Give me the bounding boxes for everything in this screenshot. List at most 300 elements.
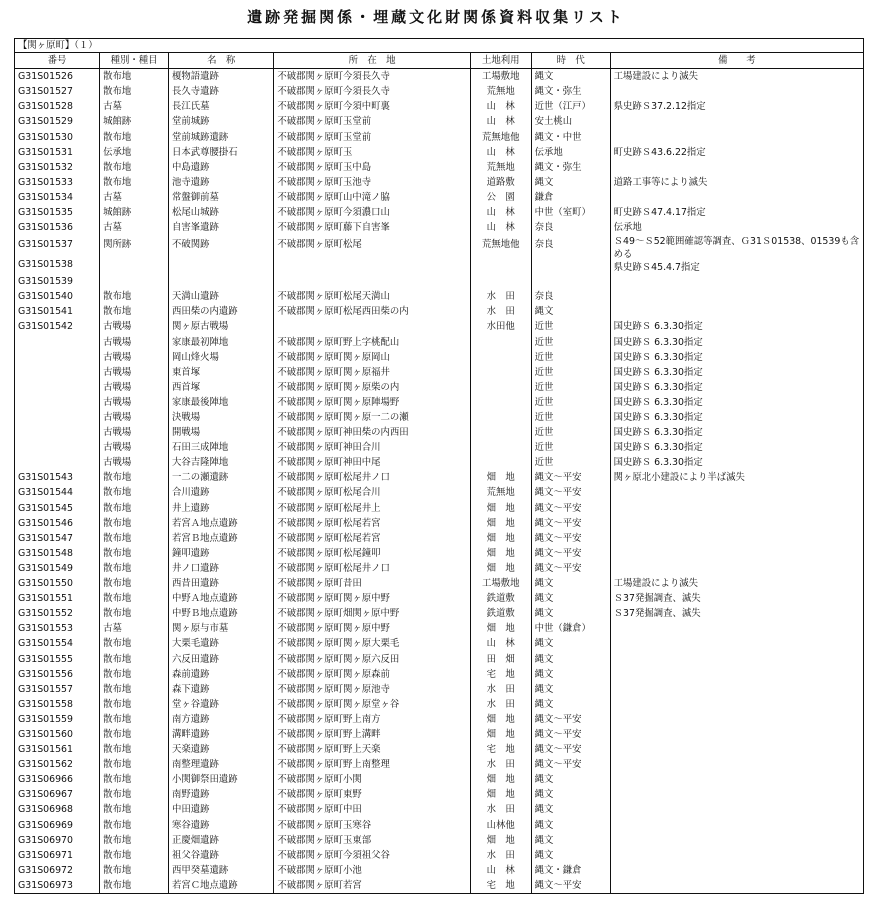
table-row — [15, 757, 864, 772]
site-type-cell: 散布地 — [100, 531, 169, 546]
site-name-cell: 関ヶ原古戦場 — [168, 319, 273, 334]
site-type-cell: 古戦場 — [100, 440, 169, 455]
notes-cell — [610, 818, 863, 833]
site-number-cell: G31S01536 — [15, 220, 100, 235]
era-cell: 縄文 — [531, 833, 610, 848]
table-row — [15, 712, 864, 727]
land-use-cell: 水 田 — [470, 289, 531, 304]
site-name-cell: 西首塚 — [168, 380, 273, 395]
site-address-cell: 不破郡関ヶ原町関ヶ原柴の内 — [274, 380, 471, 395]
table-row — [15, 425, 864, 440]
land-use-cell — [470, 335, 531, 350]
notes-cell: Ｓ37発掘調査、滅失 — [610, 591, 863, 606]
site-address-cell: 不破郡関ヶ原町松尾若宮 — [274, 531, 471, 546]
site-name-cell: 中田遺跡 — [168, 802, 273, 817]
notes-cell — [610, 848, 863, 863]
land-use-cell: 畑 地 — [470, 470, 531, 485]
site-type-cell: 伝承地 — [100, 145, 169, 160]
table-row — [15, 742, 864, 757]
site-type-cell: 散布地 — [100, 667, 169, 682]
land-use-cell: 荒無地他 — [470, 235, 531, 255]
era-cell: 近世 — [531, 335, 610, 350]
site-name-cell: 祖父谷遺跡 — [168, 848, 273, 863]
notes-cell: 工場建設により滅失 — [610, 69, 863, 85]
site-name-cell: 天楽遺跡 — [168, 742, 273, 757]
notes-cell — [610, 802, 863, 817]
table-row — [15, 697, 864, 712]
notes-cell — [610, 772, 863, 787]
section-caption: 【関ヶ原町】（１） — [15, 39, 864, 53]
land-use-cell: 荒無地 — [470, 160, 531, 175]
site-type-cell: 散布地 — [100, 757, 169, 772]
notes-cell — [610, 274, 863, 289]
notes-cell — [610, 712, 863, 727]
notes-cell: 県史跡Ｓ37.2.12指定 — [610, 99, 863, 114]
site-address-cell: 不破郡関ヶ原町玉堂前 — [274, 114, 471, 129]
notes-cell — [610, 636, 863, 651]
table-row — [15, 546, 864, 561]
land-use-cell: 鉄道敷 — [470, 606, 531, 621]
land-use-cell — [470, 455, 531, 470]
site-type-cell — [100, 255, 169, 275]
land-use-cell: 宅 地 — [470, 667, 531, 682]
era-cell: 近世 — [531, 319, 610, 334]
land-use-cell: 山林他 — [470, 818, 531, 833]
site-address-cell: 不破郡関ヶ原町松尾天満山 — [274, 289, 471, 304]
land-use-cell: 工場敷地 — [470, 69, 531, 85]
site-number-cell: G31S01550 — [15, 576, 100, 591]
site-address-cell: 不破郡関ヶ原町今須中町裏 — [274, 99, 471, 114]
site-number-cell: G31S01534 — [15, 190, 100, 205]
table-row — [15, 350, 864, 365]
site-address-cell: 不破郡関ヶ原町松尾若宮 — [274, 516, 471, 531]
table-row — [15, 667, 864, 682]
site-type-cell: 古戦場 — [100, 380, 169, 395]
land-use-cell — [470, 274, 531, 289]
table-row — [15, 606, 864, 621]
site-name-cell: 決戦場 — [168, 410, 273, 425]
table-body — [15, 69, 864, 894]
era-cell: 奈良 — [531, 289, 610, 304]
site-address-cell: 不破郡関ヶ原町山中滝ノ脇 — [274, 190, 471, 205]
notes-cell: 国史跡Ｓ 6.3.30指定 — [610, 319, 863, 334]
era-cell: 縄文 — [531, 772, 610, 787]
era-cell: 縄文～平安 — [531, 516, 610, 531]
site-number-cell — [15, 410, 100, 425]
site-type-cell: 散布地 — [100, 863, 169, 878]
site-address-cell: 不破郡関ヶ原町松尾西田柴の内 — [274, 304, 471, 319]
era-cell: 近世 — [531, 365, 610, 380]
site-address-cell: 不破郡関ヶ原町松尾鐘叩 — [274, 546, 471, 561]
site-name-cell: 若宮Ａ地点遺跡 — [168, 516, 273, 531]
site-type-cell: 古戦場 — [100, 319, 169, 334]
table-row — [15, 787, 864, 802]
land-use-cell — [470, 365, 531, 380]
site-name-cell: 森前遺跡 — [168, 667, 273, 682]
table-row — [15, 114, 864, 129]
site-type-cell: 散布地 — [100, 727, 169, 742]
era-cell: 奈良 — [531, 235, 610, 255]
header-land-use: 土地利用 — [470, 53, 531, 69]
table-row — [15, 274, 864, 289]
era-cell: 縄文 — [531, 697, 610, 712]
site-address-cell: 不破郡関ヶ原町関ヶ原一二の瀬 — [274, 410, 471, 425]
site-address-cell: 不破郡関ヶ原町玉中島 — [274, 160, 471, 175]
era-cell: 縄文 — [531, 175, 610, 190]
site-name-cell: 常盤御前墓 — [168, 190, 273, 205]
table-row — [15, 175, 864, 190]
table-row — [15, 818, 864, 833]
notes-cell: 国史跡Ｓ 6.3.30指定 — [610, 455, 863, 470]
site-type-cell: 散布地 — [100, 561, 169, 576]
table-row — [15, 160, 864, 175]
land-use-cell — [470, 425, 531, 440]
table-row — [15, 516, 864, 531]
site-address-cell: 不破郡関ヶ原町関ヶ原大栗毛 — [274, 636, 471, 651]
notes-cell — [610, 160, 863, 175]
site-name-cell: 合川遺跡 — [168, 485, 273, 500]
land-use-cell — [470, 440, 531, 455]
site-address-cell: 不破郡関ヶ原町玉池寺 — [274, 175, 471, 190]
table-row — [15, 591, 864, 606]
site-address-cell: 不破郡関ヶ原町関ヶ原堂ヶ谷 — [274, 697, 471, 712]
notes-cell — [610, 546, 863, 561]
site-name-cell: 井上遺跡 — [168, 501, 273, 516]
site-number-cell — [15, 440, 100, 455]
land-use-cell: 水 田 — [470, 848, 531, 863]
site-type-cell: 散布地 — [100, 546, 169, 561]
site-type-cell: 散布地 — [100, 712, 169, 727]
land-use-cell: 畑 地 — [470, 712, 531, 727]
site-address-cell: 不破郡関ヶ原町今須長久寺 — [274, 84, 471, 99]
site-address-cell: 不破郡関ヶ原町関ヶ原陣場野 — [274, 395, 471, 410]
land-use-cell: 畑 地 — [470, 531, 531, 546]
site-number-cell: G31S01558 — [15, 697, 100, 712]
site-address-cell: 不破郡関ヶ原町中田 — [274, 802, 471, 817]
site-name-cell: 寒谷遺跡 — [168, 818, 273, 833]
table-row — [15, 205, 864, 220]
site-number-cell: G31S01559 — [15, 712, 100, 727]
site-type-cell: 散布地 — [100, 576, 169, 591]
site-address-cell: 不破郡関ヶ原町畑関ヶ原中野 — [274, 606, 471, 621]
site-type-cell: 古墓 — [100, 190, 169, 205]
land-use-cell — [470, 380, 531, 395]
site-type-cell: 散布地 — [100, 651, 169, 666]
notes-cell: 国史跡Ｓ 6.3.30指定 — [610, 335, 863, 350]
era-cell: 縄文・弥生 — [531, 84, 610, 99]
era-cell: 近世 — [531, 410, 610, 425]
site-name-cell: 若宮Ｂ地点遺跡 — [168, 531, 273, 546]
site-type-cell: 古戦場 — [100, 395, 169, 410]
notes-cell: 道路工事等により滅失 — [610, 175, 863, 190]
site-address-cell: 不破郡関ヶ原町松尾井ノ口 — [274, 470, 471, 485]
document-title: 遺跡発掘関係・埋蔵文化財関係資料収集リスト — [247, 8, 625, 26]
site-name-cell: 石田三成陣地 — [168, 440, 273, 455]
land-use-cell: 水田他 — [470, 319, 531, 334]
site-number-cell: G31S01530 — [15, 129, 100, 144]
site-type-cell: 散布地 — [100, 682, 169, 697]
era-cell: 縄文・鎌倉 — [531, 863, 610, 878]
site-address-cell: 不破郡関ヶ原町若宮 — [274, 878, 471, 894]
era-cell — [531, 255, 610, 275]
land-use-cell: 鉄道敷 — [470, 591, 531, 606]
table-row — [15, 365, 864, 380]
site-name-cell: 南野遺跡 — [168, 787, 273, 802]
site-number-cell: G31S01554 — [15, 636, 100, 651]
site-number-cell: G31S01535 — [15, 205, 100, 220]
site-type-cell: 城館跡 — [100, 205, 169, 220]
site-number-cell — [15, 335, 100, 350]
site-name-cell: 池寺遺跡 — [168, 175, 273, 190]
site-number-cell: G31S01545 — [15, 501, 100, 516]
site-address-cell: 不破郡関ヶ原町今須祖父谷 — [274, 848, 471, 863]
site-number-cell: G31S06969 — [15, 818, 100, 833]
site-number-cell: G31S06967 — [15, 787, 100, 802]
land-use-cell: 山 林 — [470, 220, 531, 235]
site-type-cell: 散布地 — [100, 742, 169, 757]
site-name-cell: 若宮Ｃ地点遺跡 — [168, 878, 273, 894]
site-type-cell: 散布地 — [100, 833, 169, 848]
table-row — [15, 190, 864, 205]
site-type-cell: 散布地 — [100, 470, 169, 485]
era-cell: 近世 — [531, 455, 610, 470]
era-cell: 縄文 — [531, 848, 610, 863]
era-cell: 縄文 — [531, 606, 610, 621]
site-number-cell: G31S01537 — [15, 235, 100, 255]
era-cell: 近世 — [531, 350, 610, 365]
site-name-cell: 長江氏墓 — [168, 99, 273, 114]
site-address-cell: 不破郡関ヶ原町神田柴の内西田 — [274, 425, 471, 440]
site-type-cell: 散布地 — [100, 787, 169, 802]
notes-cell: 国史跡Ｓ 6.3.30指定 — [610, 380, 863, 395]
site-name-cell: 堂ヶ谷遺跡 — [168, 697, 273, 712]
notes-cell — [610, 190, 863, 205]
site-name-cell: 不破関跡 — [168, 235, 273, 255]
site-address-cell: 不破郡関ヶ原町藤下自害峯 — [274, 220, 471, 235]
site-address-cell: 不破郡関ヶ原町関ヶ原森前 — [274, 667, 471, 682]
site-name-cell: 自害峯遺跡 — [168, 220, 273, 235]
site-name-cell: 溝畔遺跡 — [168, 727, 273, 742]
era-cell — [531, 274, 610, 289]
site-type-cell: 散布地 — [100, 878, 169, 894]
notes-cell — [610, 651, 863, 666]
table-row — [15, 304, 864, 319]
site-number-cell: G31S01531 — [15, 145, 100, 160]
notes-cell: Ｓ49～Ｓ52範囲確認等調査、Ｇ31Ｓ01538、01539も含める 県史跡Ｓ45.4.7指定 — [610, 235, 863, 274]
land-use-cell: 畑 地 — [470, 561, 531, 576]
site-type-cell: 散布地 — [100, 485, 169, 500]
site-type-cell: 散布地 — [100, 129, 169, 144]
notes-cell — [610, 501, 863, 516]
site-name-cell: 岡山烽火場 — [168, 350, 273, 365]
table-row — [15, 395, 864, 410]
table-row — [15, 99, 864, 114]
table-row — [15, 69, 864, 85]
site-type-cell: 古戦場 — [100, 425, 169, 440]
site-number-cell: G31S01555 — [15, 651, 100, 666]
table-row — [15, 440, 864, 455]
site-address-cell: 不破郡関ヶ原町関ヶ原池寺 — [274, 682, 471, 697]
era-cell: 縄文～平安 — [531, 727, 610, 742]
notes-cell — [610, 531, 863, 546]
era-cell: 伝承地 — [531, 145, 610, 160]
site-name-cell: 日本武尊腰掛石 — [168, 145, 273, 160]
land-use-cell: 水 田 — [470, 304, 531, 319]
site-number-cell: G31S01562 — [15, 757, 100, 772]
site-name-cell: 西昔田遺跡 — [168, 576, 273, 591]
notes-cell: 国史跡Ｓ 6.3.30指定 — [610, 425, 863, 440]
era-cell: 縄文 — [531, 636, 610, 651]
land-use-cell: 宅 地 — [470, 878, 531, 894]
table-row — [15, 833, 864, 848]
land-use-cell: 畑 地 — [470, 787, 531, 802]
table-row — [15, 531, 864, 546]
site-type-cell: 散布地 — [100, 772, 169, 787]
site-address-cell: 不破郡関ヶ原町神田合川 — [274, 440, 471, 455]
site-type-cell: 古戦場 — [100, 365, 169, 380]
site-type-cell: 散布地 — [100, 818, 169, 833]
site-number-cell: G31S01551 — [15, 591, 100, 606]
notes-cell — [610, 727, 863, 742]
land-use-cell: 畑 地 — [470, 621, 531, 636]
table-row — [15, 335, 864, 350]
site-name-cell — [168, 274, 273, 289]
site-type-cell: 散布地 — [100, 84, 169, 99]
era-cell: 縄文～平安 — [531, 742, 610, 757]
site-type-cell: 関所跡 — [100, 235, 169, 255]
site-type-cell — [100, 274, 169, 289]
site-number-cell: G31S01549 — [15, 561, 100, 576]
land-use-cell: 山 林 — [470, 205, 531, 220]
table-row — [15, 848, 864, 863]
era-cell: 奈良 — [531, 220, 610, 235]
site-number-cell: G31S06973 — [15, 878, 100, 894]
site-number-cell: G31S01542 — [15, 319, 100, 334]
site-number-cell: G31S01538 — [15, 255, 100, 275]
notes-cell: 国史跡Ｓ 6.3.30指定 — [610, 395, 863, 410]
notes-cell: 国史跡Ｓ 6.3.30指定 — [610, 410, 863, 425]
table-row — [15, 651, 864, 666]
notes-cell — [610, 561, 863, 576]
site-address-cell: 不破郡関ヶ原町野上溝畔 — [274, 727, 471, 742]
site-address-cell: 不破郡関ヶ原町小関 — [274, 772, 471, 787]
era-cell: 縄文 — [531, 802, 610, 817]
table-row — [15, 129, 864, 144]
era-cell: 中世（室町） — [531, 205, 610, 220]
land-use-cell: 水 田 — [470, 697, 531, 712]
land-use-cell: 畑 地 — [470, 546, 531, 561]
land-use-cell — [470, 395, 531, 410]
era-cell: 縄文～平安 — [531, 546, 610, 561]
section-caption-row — [15, 39, 864, 53]
notes-cell: 国史跡Ｓ 6.3.30指定 — [610, 350, 863, 365]
site-name-cell: 榎物語遺跡 — [168, 69, 273, 85]
land-use-cell — [470, 410, 531, 425]
era-cell: 縄文～平安 — [531, 470, 610, 485]
land-use-cell: 畑 地 — [470, 772, 531, 787]
notes-cell: 国史跡Ｓ 6.3.30指定 — [610, 365, 863, 380]
site-list-table — [14, 38, 864, 894]
site-address-cell — [274, 274, 471, 289]
land-use-cell: 道路敷 — [470, 175, 531, 190]
site-name-cell: 家康最後陣地 — [168, 395, 273, 410]
site-number-cell: G31S01561 — [15, 742, 100, 757]
notes-cell — [610, 787, 863, 802]
table-row — [15, 621, 864, 636]
site-type-cell: 古墓 — [100, 99, 169, 114]
table-row — [15, 501, 864, 516]
site-address-cell: 不破郡関ヶ原町小池 — [274, 863, 471, 878]
site-type-cell: 散布地 — [100, 289, 169, 304]
site-number-cell: G31S01539 — [15, 274, 100, 289]
header-number: 番号 — [15, 53, 100, 69]
site-address-cell: 不破郡関ヶ原町野上字桃配山 — [274, 335, 471, 350]
site-name-cell: 松尾山城跡 — [168, 205, 273, 220]
site-number-cell: G31S06970 — [15, 833, 100, 848]
site-address-cell: 不破郡関ヶ原町玉 — [274, 145, 471, 160]
site-name-cell: 大谷吉隆陣地 — [168, 455, 273, 470]
site-address-cell: 不破郡関ヶ原町松尾合川 — [274, 485, 471, 500]
site-name-cell: 家康最初陣地 — [168, 335, 273, 350]
site-number-cell: G31S01532 — [15, 160, 100, 175]
land-use-cell: 山 林 — [470, 145, 531, 160]
site-type-cell: 散布地 — [100, 304, 169, 319]
era-cell: 縄文～平安 — [531, 757, 610, 772]
site-address-cell — [274, 255, 471, 275]
header-address: 所 在 地 — [274, 53, 471, 69]
site-type-cell: 散布地 — [100, 848, 169, 863]
site-address-cell: 不破郡関ヶ原町玉堂前 — [274, 129, 471, 144]
table-row — [15, 470, 864, 485]
notes-cell — [610, 621, 863, 636]
site-number-cell: G31S01533 — [15, 175, 100, 190]
site-type-cell: 散布地 — [100, 175, 169, 190]
site-number-cell: G31S01528 — [15, 99, 100, 114]
era-cell: 縄文 — [531, 576, 610, 591]
site-number-cell: G31S01541 — [15, 304, 100, 319]
table-row — [15, 220, 864, 235]
site-number-cell: G31S01557 — [15, 682, 100, 697]
site-address-cell: 不破郡関ヶ原町今須濃口山 — [274, 205, 471, 220]
site-type-cell: 古戦場 — [100, 335, 169, 350]
land-use-cell: 工場敷地 — [470, 576, 531, 591]
era-cell: 近世 — [531, 395, 610, 410]
era-cell: 縄文 — [531, 69, 610, 85]
site-name-cell: 正慶畑遺跡 — [168, 833, 273, 848]
table-row — [15, 410, 864, 425]
site-name-cell: 東首塚 — [168, 365, 273, 380]
land-use-cell: 田 畑 — [470, 651, 531, 666]
era-cell: 安土桃山 — [531, 114, 610, 129]
land-use-cell: 畑 地 — [470, 833, 531, 848]
table-row — [15, 636, 864, 651]
land-use-cell: 水 田 — [470, 682, 531, 697]
table-row — [15, 485, 864, 500]
land-use-cell: 宅 地 — [470, 742, 531, 757]
notes-cell: 伝承地 — [610, 220, 863, 235]
notes-cell — [610, 84, 863, 99]
era-cell: 縄文 — [531, 591, 610, 606]
site-type-cell: 古墓 — [100, 220, 169, 235]
table-row — [15, 145, 864, 160]
site-address-cell: 不破郡関ヶ原町野上天楽 — [274, 742, 471, 757]
land-use-cell: 畑 地 — [470, 727, 531, 742]
era-cell: 縄文～平安 — [531, 501, 610, 516]
site-type-cell: 散布地 — [100, 697, 169, 712]
site-address-cell: 不破郡関ヶ原町玉寒谷 — [274, 818, 471, 833]
site-number-cell — [15, 365, 100, 380]
site-number-cell: G31S01560 — [15, 727, 100, 742]
